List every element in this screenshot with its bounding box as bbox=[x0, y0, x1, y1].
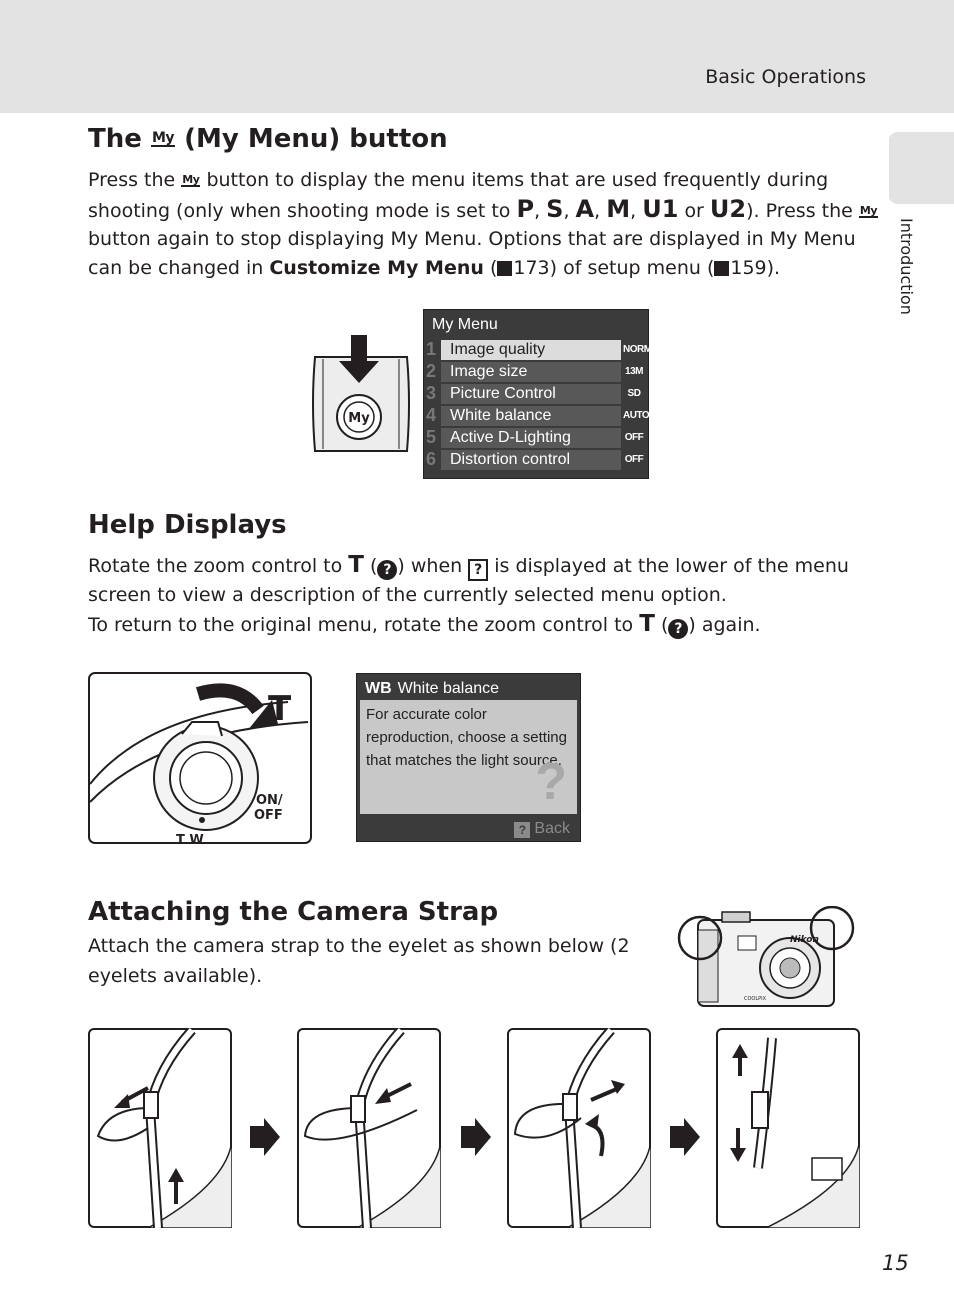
strap-step-1 bbox=[88, 1028, 232, 1228]
menu-item-active-d-lighting[interactable]: 5 Active D-Lighting OFF bbox=[426, 427, 644, 447]
camera-brand-logo: Nikon bbox=[790, 935, 819, 945]
step-arrow-icon bbox=[250, 1118, 280, 1156]
image-size-icon: 13M bbox=[625, 366, 643, 377]
camera-eyelet-illustration bbox=[672, 906, 856, 1010]
d-lighting-icon: OFF bbox=[624, 432, 644, 443]
side-label-text: Introduction bbox=[897, 218, 916, 315]
zoom-control-illustration bbox=[88, 672, 312, 844]
button-my-label: My bbox=[348, 411, 370, 426]
my-menu-screen bbox=[423, 309, 652, 479]
my-menu-screen-title: My Menu bbox=[432, 316, 498, 333]
white-balance-icon: WB bbox=[365, 680, 392, 697]
zoom-t-icon: T bbox=[639, 611, 655, 637]
menu-item-image-size[interactable]: 2 Image size 13M bbox=[424, 361, 648, 382]
my-menu-paragraph-line1: Press the My button to display the menu items that are used frequently during bbox=[88, 169, 829, 191]
mode-a-icon: A bbox=[575, 195, 595, 223]
strap-paragraph-line1: Attach the camera strap to the eyelet as shown below (2 bbox=[88, 935, 630, 957]
my-menu-button-illustration bbox=[309, 333, 413, 457]
help-q-icon: ? bbox=[377, 560, 397, 580]
help-paragraph-line1: Rotate the zoom control to T ( ? ) when ? is displayed at the lower of the menu bbox=[88, 551, 849, 582]
zoom-t-icon: T bbox=[348, 552, 364, 578]
my-menu-icon: My bbox=[859, 203, 877, 217]
white-balance-icon: AUTO bbox=[623, 410, 650, 421]
side-tab bbox=[889, 132, 954, 204]
help-screen-body bbox=[360, 700, 577, 814]
side-label bbox=[896, 218, 916, 328]
my-menu-heading bbox=[88, 124, 448, 154]
distortion-icon: OFF bbox=[624, 454, 644, 465]
step-arrow-icon bbox=[461, 1118, 491, 1156]
section-title: Basic Operations bbox=[705, 66, 866, 88]
page-number: 15 bbox=[882, 1251, 909, 1275]
mode-m-icon: M bbox=[606, 195, 631, 223]
picture-control-icon: SD bbox=[627, 388, 641, 399]
menu-item-picture-control[interactable]: 3 Picture Control SD bbox=[424, 383, 648, 404]
help-watermark-icon: ? bbox=[535, 753, 567, 811]
step-arrow-icon bbox=[670, 1118, 700, 1156]
help-paragraph-line2: screen to view a description of the currently selected menu option. bbox=[88, 584, 727, 606]
zoom-t-label: T bbox=[268, 689, 292, 729]
help-displays-heading: Help Displays bbox=[88, 510, 287, 540]
help-q-icon: ? bbox=[514, 822, 530, 838]
svg-text:ON/: ON/ bbox=[256, 793, 283, 808]
menu-item-white-balance[interactable]: 4 White balance AUTO bbox=[426, 405, 650, 425]
help-screen bbox=[356, 673, 581, 842]
help-back-button[interactable]: ? Back bbox=[514, 820, 570, 838]
strap-step-4 bbox=[716, 1028, 860, 1228]
customize-my-menu-label: Customize My Menu bbox=[269, 257, 484, 279]
mode-u2-icon: U2 bbox=[709, 195, 747, 223]
svg-text:OFF: OFF bbox=[254, 808, 283, 823]
help-description: For accurate color reproduction, choose a setting that matches the light source. bbox=[366, 706, 567, 769]
help-q-icon: ? bbox=[668, 619, 688, 639]
menu-item-distortion-control[interactable]: 6 Distortion control OFF bbox=[426, 449, 644, 469]
strap-step-3 bbox=[507, 1028, 651, 1228]
camera-model-label: COOLPIX bbox=[744, 996, 767, 1002]
mode-p-icon: P bbox=[516, 195, 535, 223]
help-box-icon: ? bbox=[468, 559, 488, 581]
strap-paragraph-line2: eyelets available). bbox=[88, 965, 263, 987]
page-ref-icon bbox=[497, 261, 512, 276]
heading-post: (My Menu) button bbox=[184, 124, 448, 154]
quality-icon: NORM bbox=[623, 344, 652, 355]
header-band bbox=[0, 0, 954, 113]
mode-u1-icon: U1 bbox=[642, 195, 679, 223]
strap-heading: Attaching the Camera Strap bbox=[88, 897, 499, 927]
my-menu-icon: My bbox=[182, 172, 200, 186]
help-screen-header: WB White balance bbox=[365, 680, 500, 697]
svg-text:T W: T W bbox=[176, 833, 204, 844]
mode-s-icon: S bbox=[546, 195, 564, 223]
my-menu-paragraph-line3: button again to stop displaying My Menu. Options that are displayed in My Menu bbox=[88, 228, 856, 250]
menu-item-image-quality[interactable]: 1 Image quality NORM bbox=[426, 339, 652, 359]
my-menu-paragraph-line2: shooting (only when shooting mode is set to P, S, A, M, U1 or U2). Press the My bbox=[88, 195, 877, 223]
page-ref-icon bbox=[714, 261, 729, 276]
help-paragraph-line3: To return to the original menu, rotate the zoom control to T ( ? ) again. bbox=[88, 611, 761, 637]
my-menu-icon: My bbox=[151, 130, 175, 146]
heading-pre: The bbox=[88, 124, 142, 154]
strap-step-2 bbox=[297, 1028, 441, 1228]
my-menu-paragraph-line4: can be changed in Customize My Menu ( 173) of setup menu ( 159). bbox=[88, 257, 781, 279]
